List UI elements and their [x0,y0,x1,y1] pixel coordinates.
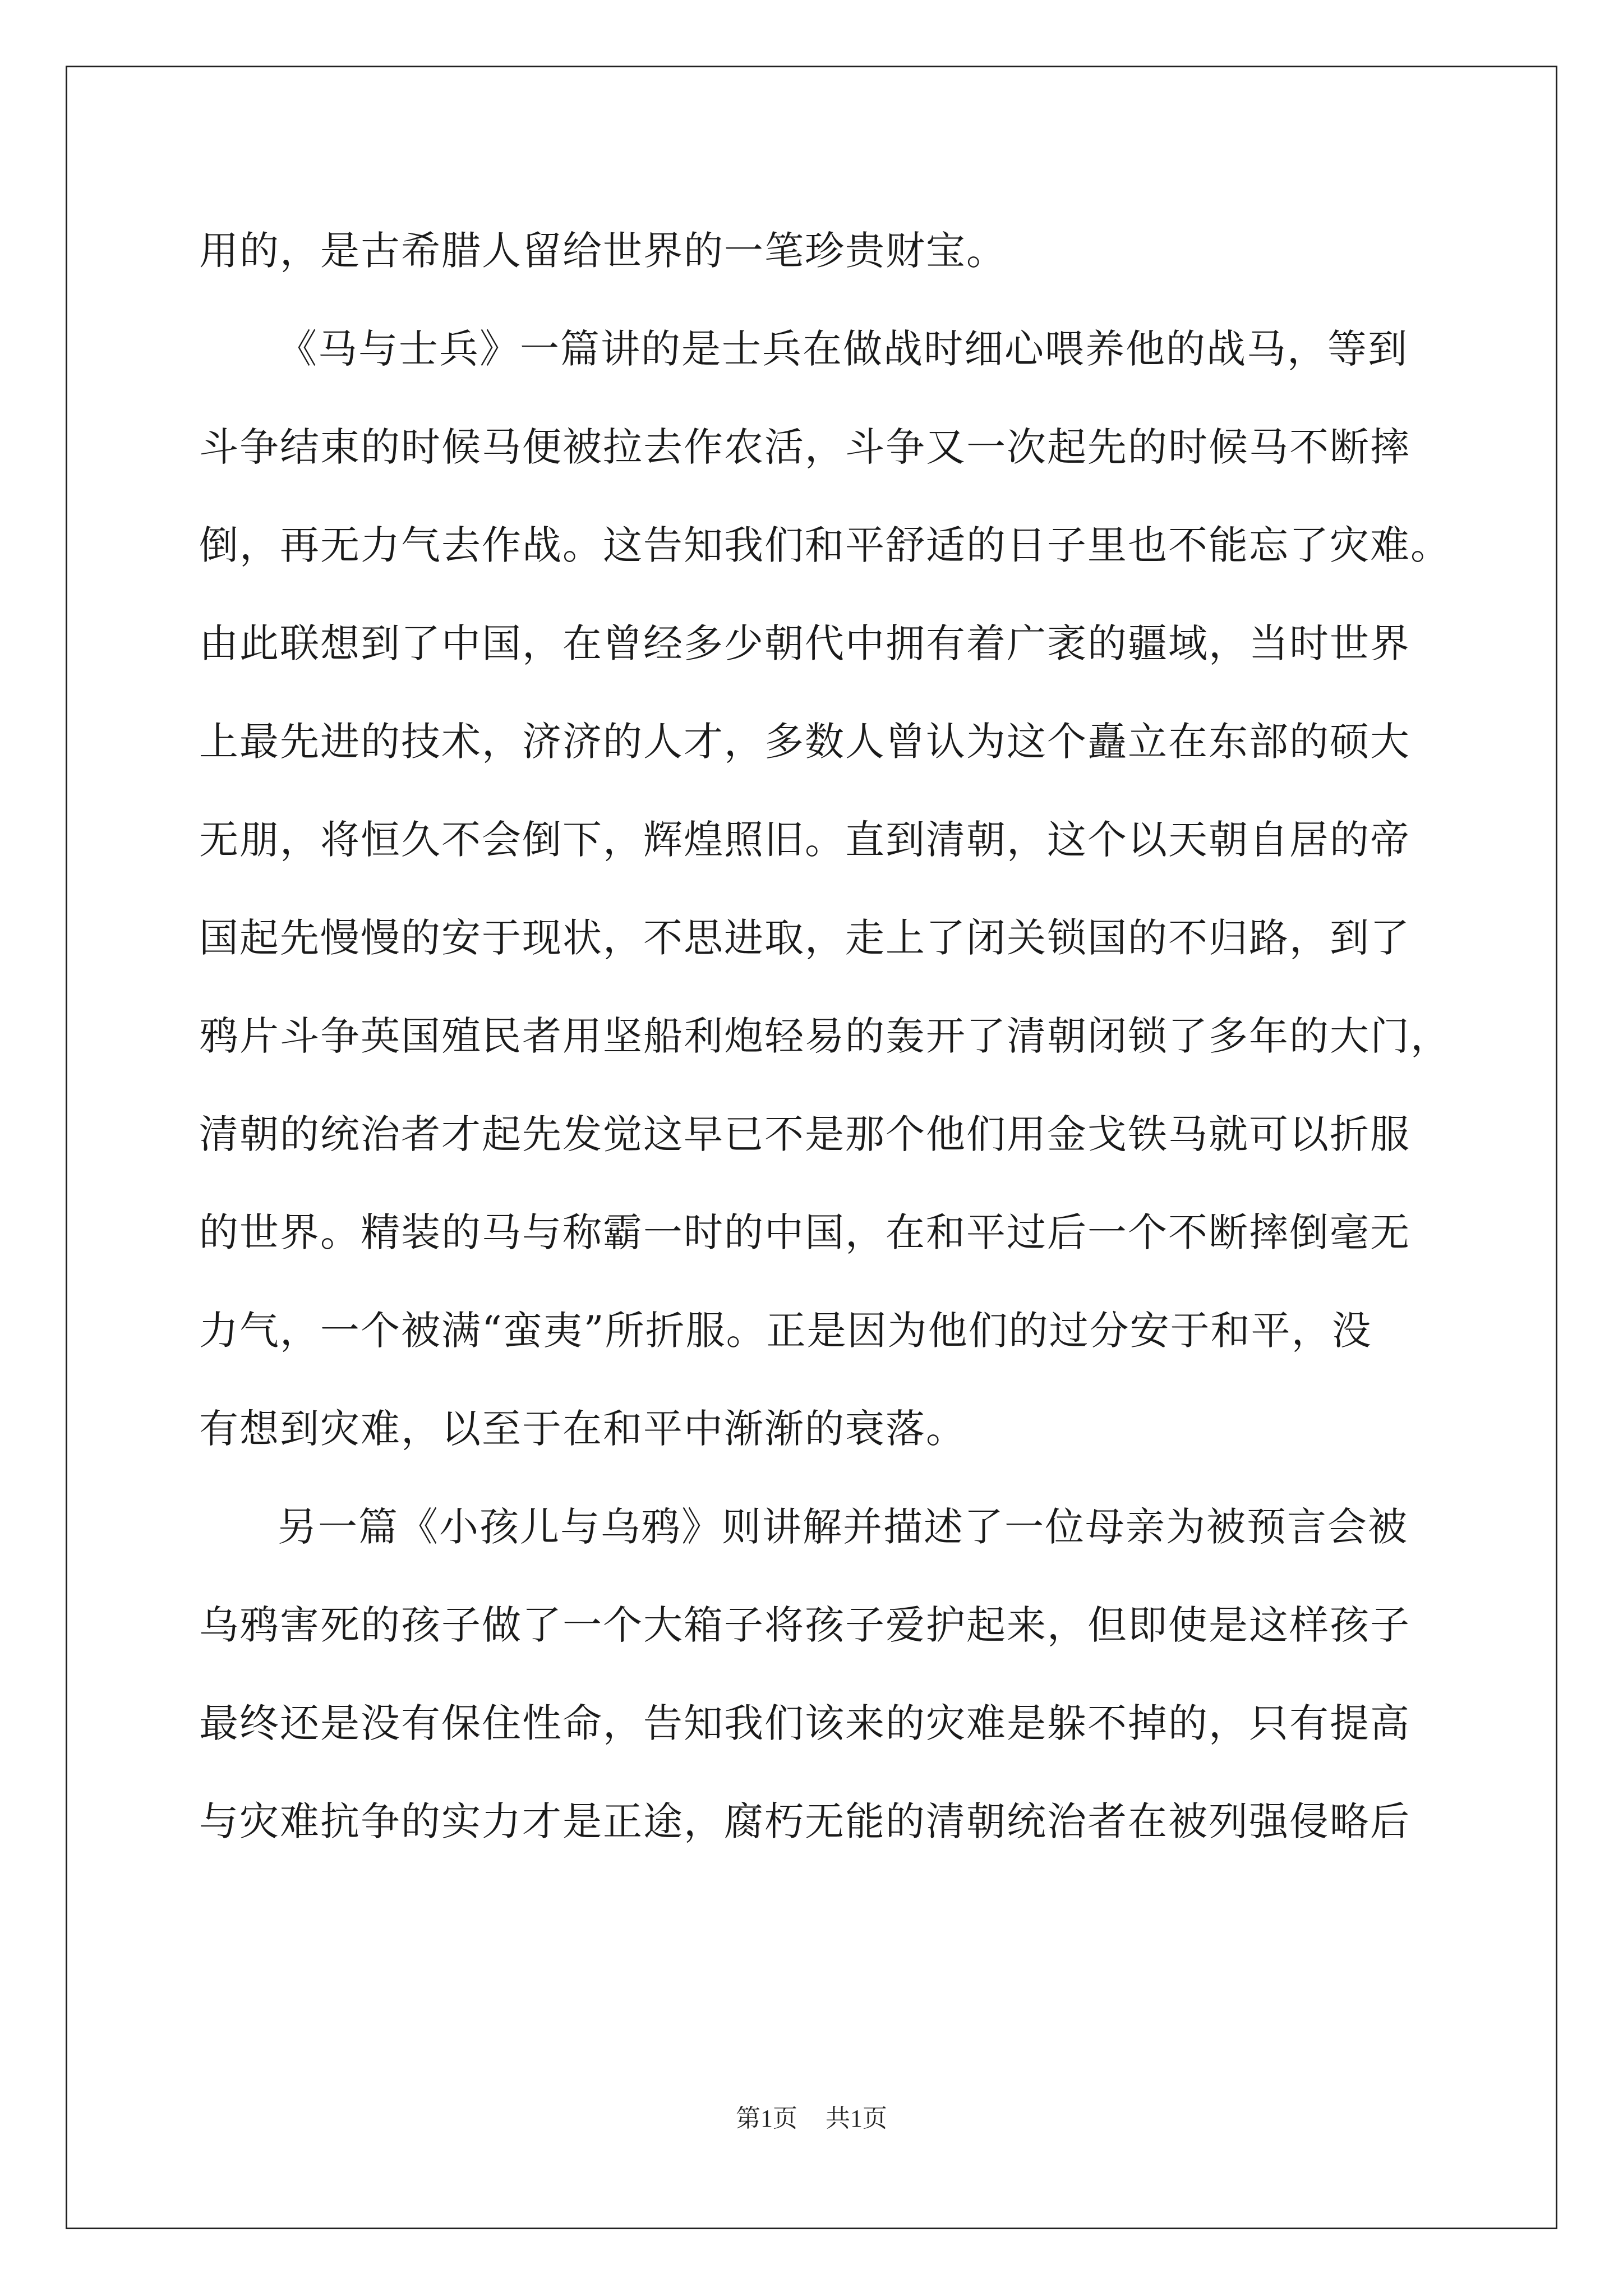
text-line: 无朋，将恒久不会倒下，辉煌照旧。直到清朝，这个以天朝自居的帝 [199,817,1410,863]
page-total: 共1页 [826,2105,887,2132]
text-line: 用的，是古希腊人留给世界的一笔珍贵财宝。 [199,228,1007,274]
text-line: 与灾难抗争的实力才是正途，腐朽无能的清朝统治者在被列强侵略后 [199,1798,1410,1844]
page-footer [0,2098,1623,2134]
text-line: 另一篇《小孩儿与乌鸦》则讲解并描述了一位母亲为被预言会被 [278,1504,1408,1550]
text-line: 倒，再无力气去作战。这告知我们和平舒适的日子里也不能忘了灾难。 [199,522,1451,568]
text-line: 清朝的统治者才起先发觉这早已不是那个他们用金戈铁马就可以折服 [199,1111,1410,1157]
text-line: 上最先进的技术，济济的人才，多数人曾认为这个矗立在东部的硕大 [199,719,1410,765]
page-number: 第1页 [736,2105,797,2132]
text-line: 鸦片斗争英国殖民者用坚船利炮轻易的轰开了清朝闭锁了多年的大门， [199,1013,1451,1059]
text-line: 力气，一个被满“蛮夷”所折服。正是因为他们的过分安于和平，没 [199,1308,1372,1354]
text-line: 有想到灾难，以至于在和平中渐渐的衰落。 [199,1406,966,1452]
text-line: 《马与士兵》一篇讲的是士兵在做战时细心喂养他的战马，等到 [278,326,1408,372]
text-line: 由此联想到了中国，在曾经多少朝代中拥有着广袤的疆域，当时世界 [199,620,1410,666]
text-line: 最终还是没有保住性命，告知我们该来的灾难是躲不掉的，只有提高 [199,1700,1410,1746]
text-line: 的世界。精装的马与称霸一时的中国，在和平过后一个不断摔倒毫无 [199,1209,1410,1255]
document-body [199,202,1451,1871]
text-line: 斗争结束的时候马便被拉去作农活，斗争又一次起先的时候马不断摔 [199,424,1410,470]
text-line: 国起先慢慢的安于现状，不思进取，走上了闭关锁国的不归路，到了 [199,915,1410,961]
text-line: 乌鸦害死的孩子做了一个大箱子将孩子爱护起来，但即使是这样孩子 [199,1602,1410,1648]
